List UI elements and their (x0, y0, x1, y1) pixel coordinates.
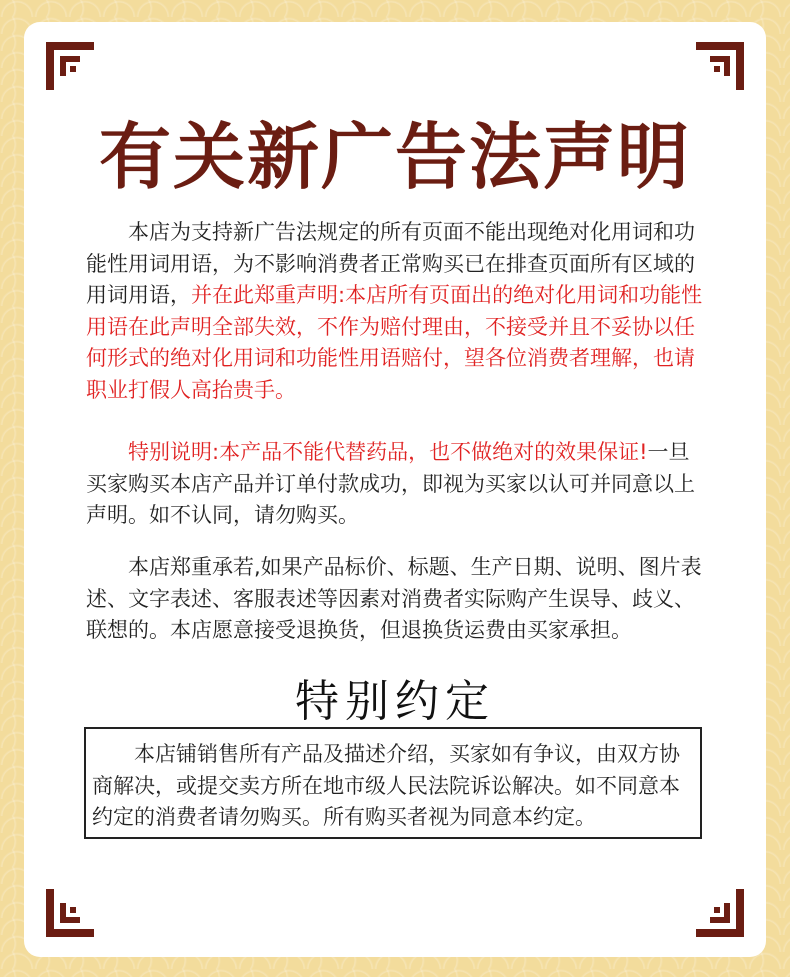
statement-paragraph (86, 217, 706, 406)
corner-ornament-icon (40, 883, 100, 943)
notice-card (24, 22, 766, 957)
corner-ornament-icon (40, 36, 100, 96)
special-note-highlight: 特别说明:本产品不能代替药品，也不做绝对的效果保证! (128, 440, 648, 464)
section-subtitle: 特别约定 (295, 676, 495, 727)
agreement-box (84, 727, 702, 839)
agreement-text: 本店铺销售所有产品及描述介绍，买家如有争议，由双方协商解决，或提交卖方所在地市级人民法院诉讼解决。如不同意本约定的消费者请勿购买。所有购买者视为同意本约定。 (92, 742, 680, 829)
promise-paragraph: 本店郑重承若,如果产品标价、标题、生产日期、说明、图片表述、文字表述、客服表述等因素对消费者实际购产生误导、歧义、联想的。本店愿意接受退换货，但退换货运费由买家承担。 (86, 555, 702, 642)
corner-ornament-icon (690, 36, 750, 96)
statement-text: 本店为支持新广告法规定的所有页面不能出现绝对化用词和功能性用词用语，为不影响消费者正常购买已在排查页面所有区域的用词用语， (86, 220, 695, 307)
special-note-text: 一旦买家购买本店产品并订单付款成功，即视为买家以认可并同意以上声明。如不认同，请勿购买。 (86, 440, 695, 527)
special-note-paragraph (86, 437, 706, 532)
corner-ornament-icon (690, 883, 750, 943)
statement-highlight: 并在此郑重声明:本店所有页面出的绝对化用词和功能性用语在此声明全部失效，不作为赔付理由，不接受并且不妥协以任何形式的绝对化用词和功能性用语赔付，望各位消费者理解，也请职业打假人高抬贵手。 (86, 283, 703, 402)
page-title: 有关新广告法声明 (98, 115, 691, 199)
